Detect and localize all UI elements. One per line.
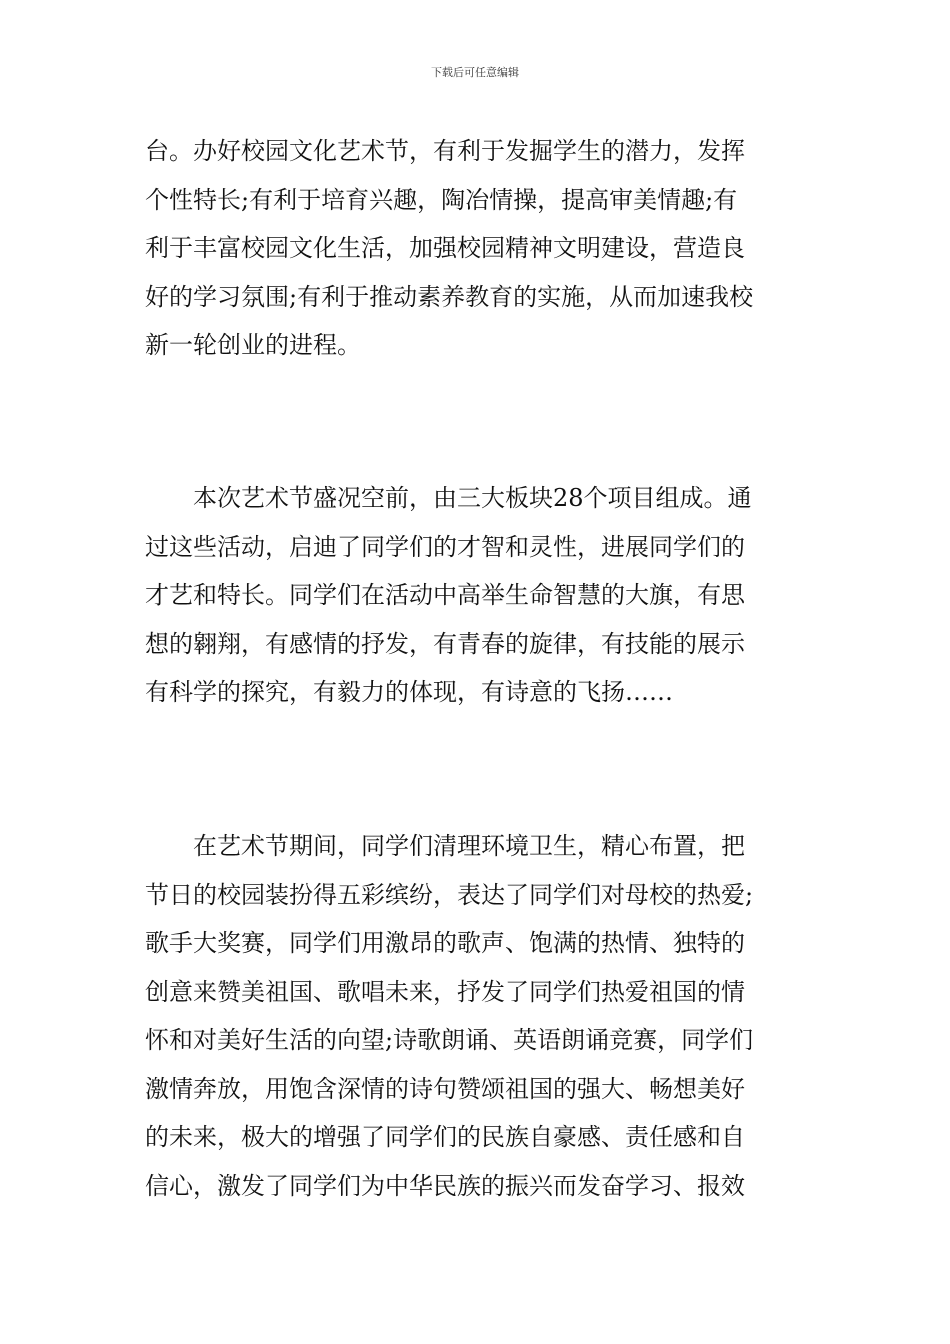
text-line: 怀和对美好生活的向望;诗歌朗诵、英语朗诵竞赛，同学们	[145, 1026, 754, 1054]
text-line: 利于丰富校园文化生活，加强校园精神文明建设，营造良	[145, 234, 745, 262]
paragraph-2	[145, 474, 810, 717]
text-line: 想的翱翔，有感情的抒发，有青春的旋律，有技能的展示	[145, 629, 745, 658]
text-line: 信心，激发了同学们为中华民族的振兴而发奋学习、报效	[145, 1171, 745, 1200]
text-line: 好的学习氛围;有利于推动素养教育的实施，从而加速我校	[145, 282, 754, 311]
text-line: 的未来，极大的增强了同学们的民族自豪感、责任感和自	[145, 1123, 745, 1151]
text-line: 在艺术节期间，同学们清理环境卫生，精心布置，把	[145, 832, 745, 860]
text-line: 歌手大奖赛，同学们用激昂的歌声、饱满的热情、独特的	[145, 929, 745, 957]
text-line: 新一轮创业的进程。	[145, 331, 361, 359]
text-line: 节日的校园装扮得五彩缤纷，表达了同学们对母校的热爱;	[145, 880, 754, 909]
text-line: 有科学的探究，有毅力的体现，有诗意的飞扬……	[145, 678, 673, 706]
paragraph-3	[145, 822, 810, 1210]
page-header: 下载后可任意编辑	[431, 66, 519, 79]
text-line: 创意来赞美祖国、歌唱未来，抒发了同学们热爱祖国的情	[145, 977, 745, 1006]
text-line: 激情奔放，用饱含深情的诗句赞颂祖国的强大、畅想美好	[145, 1074, 745, 1103]
text-line: 才艺和特长。同学们在活动中高举生命智慧的大旗，有思	[145, 581, 745, 609]
text-line: 过这些活动，启迪了同学们的才智和灵性，进展同学们的	[145, 532, 745, 561]
text-line: 台。办好校园文化艺术节，有利于发掘学生的潜力，发挥	[145, 137, 745, 165]
text-line: 个性特长;有利于培育兴趣，陶冶情操，提高审美情趣;有	[145, 185, 738, 214]
paragraph-1	[145, 127, 810, 370]
text-line: 本次艺术节盛况空前，由三大板块28个项目组成。通	[145, 484, 752, 512]
